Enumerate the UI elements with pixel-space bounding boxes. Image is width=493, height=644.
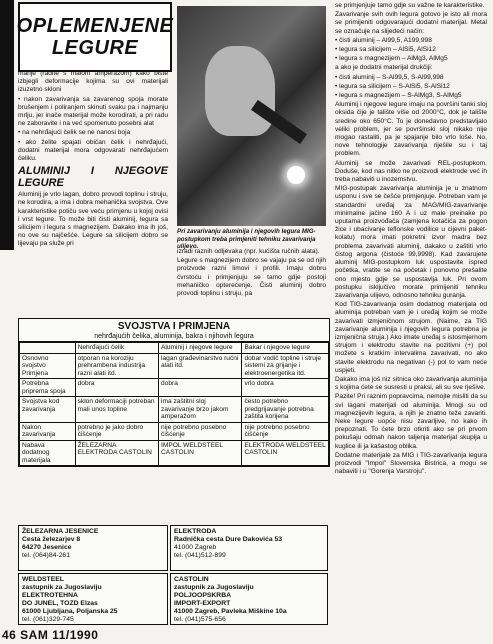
supplier-line: POLJOOPSKRBA <box>174 592 232 599</box>
table-cell: ima zaštitni sloj zavarivanje brzo jakom amperažom <box>159 397 242 423</box>
table-cell: Nabava dodatnog materijala <box>20 440 76 466</box>
photo-caption: Pri zavarivanju aluminija i njegovih legura MIG-postupkom treba primjeniti tehniku zavarivanja ulijevo. <box>177 228 316 250</box>
table-row <box>20 440 329 466</box>
paragraph: izradi raznih odljevaka (npr. kućišta ručnih alata). <box>177 248 320 255</box>
table-cell: sklon deformaciji potreban mali unos topline <box>75 397 158 423</box>
table-cell: ŽELEZARNA ELEKTRODA CASTOLIN <box>75 440 158 466</box>
page-footer: 46 SAM 11/1990 <box>2 628 99 642</box>
paragraph: manje (radite s malom amperažom) kako biste izbjegli deformacije kojima su ovi materijali izuzetno skloni <box>18 70 168 94</box>
paragraph: Aluminij se može zavarivati REL-postupkom. Dodušе, kod nas nitko ne proizvodi elektrode već ih treba nabaviti u inozemstvu. <box>335 159 487 184</box>
table-cell: ELEKTRODA WELDSTEEL CASTOLIN <box>242 440 329 466</box>
table-header-row <box>20 343 329 354</box>
paragraph: Dakako ima još niz sitnica oko zavarivanja aluminija s kojima ćete se susresti u praksi, ali su sve rješive. <box>335 375 487 392</box>
column-2 <box>177 248 326 299</box>
supplier-line: zastupnik za Jugoslaviju <box>22 584 102 591</box>
supplier-line: 61000 Ljubljana, Poljanska 25 <box>22 608 118 615</box>
paragraph: se primjenjuje tamo gdje su važne te karakteristike. <box>335 2 485 9</box>
supplier-line: 64270 Jesenice <box>22 544 72 551</box>
paragraph: • ako želite spajati običan čelik i nehrđajući, dodatni materijal mora odgovarati nehrđajućem čeliku. <box>18 138 168 163</box>
supplier-line: tel. (061)329-745 <box>22 616 74 623</box>
photo-arc-shape <box>287 166 305 184</box>
supplier-line: WELDSTEEL <box>22 576 64 583</box>
column-1 <box>18 70 168 250</box>
supplier-line: Radnička cesta Dure Dakovića 53 <box>174 536 283 543</box>
paragraph: • legura sa silicijem – S-AlSi5, S-AlSi12 <box>335 82 450 90</box>
table-cell: Nehrđajući čelik <box>75 343 158 354</box>
paragraph: • nakon zavarivanja sa zavarenog spoja morate brušenjem i poliranjem skinuti svaku pa i najmanju mrlju, jer inače materijal može korodirati, a pri radu ne zaboravite i na već spomenuto posebni alat <box>18 95 168 128</box>
supplier-line: zastupnik za Jugoslaviju <box>174 584 254 591</box>
supplier-line: 41000 Zagreb <box>174 544 217 551</box>
table-cell: dobar vodič topline i struje sistemi za grijanje i elektroenergetika itd. <box>242 353 329 379</box>
table-cell: IMPOL WELDSTEEL CASTOLIN <box>159 440 242 466</box>
welding-photo <box>177 6 326 226</box>
article-title-box <box>18 2 172 72</box>
supplier-line: ELEKTROTEHNA <box>22 592 78 599</box>
table-cell: Potrebna priprema spoja <box>20 379 76 397</box>
page-edge-strip <box>0 0 14 250</box>
table-row <box>20 397 329 423</box>
section-subheading: ALUMINIJ I NJEGOVE LEGURE <box>18 165 168 190</box>
paragraph: Legure s magnezijem dobro se vajaju pa se od njih proizvode razni limovi i profili. Imaju dobru čvrstoću i primjenjuju se tamo gdje postoji mehaničko opterećenje. Čisti aluminij dobro provodi toplinu i struju, pa <box>177 257 326 298</box>
supplier-line: tel. (041)512-899 <box>174 552 226 559</box>
table-cell: Bakar i njegove legure <box>242 343 329 354</box>
supplier-line: ŽELEZARNA JESENICE <box>22 528 99 535</box>
supplier-line: IMPORT-EXPORT <box>174 600 231 607</box>
paragraph: Kod TIG-zavarivanja osim dodatnog materijala od aluminija potreban vam je i uređaj kojim se može zavarivati izmjeničnom strujom. (Naime, za TIG zavarivanje aluminija i njegovih legura potrebna je izmjenična struja.) Ako imate uređaj s istosmjernom strujom i elektrodu stavite na pozitivni (+) pol možete s kratkim intervalima zavarivati, no ako stavite elektrodu na negativan (-) pol to vam neće uspjeti. <box>335 301 487 374</box>
paragraph: • na nehrđajući čelik se ne nanosi boja <box>18 129 131 137</box>
table-cell: potrebno je jako dobro čišćenje <box>75 422 158 440</box>
paragraph: Dodatne materijale za MIG i TIG-zavarivanja legura proizvodi "Impol" Slovenska Bistrica, a mogu se nabaviti i u "Gorenja Varstroju". <box>335 451 487 476</box>
paragraph: Aluminij je vrlo lagan, dobro provodi toplinu i struju, ne korodira, a ima i dobra mehanička svojstva. Ove karakteristike potiču sve veću primjenu u kojoj ovisi i vrst legure. To može biti čisti aluminij, legura sa silicijem i legura s magnezijem. Dakako ima ih još, no ove su najčešće. Legure sa silicijem dobro se lijevaju pa služe pri <box>18 191 168 248</box>
title-line-1: OPLEMENJENE <box>16 15 174 37</box>
table-cell: otporan na koroziju prehrambena industrija razni alati itd. <box>75 353 158 379</box>
table-title: SVOJSTVA I PRIMJENA <box>117 321 231 332</box>
paragraph: • čisti aluminij – S-Al99,5, S-Al99,998 <box>335 73 444 81</box>
title-line-2: LEGURE <box>51 37 139 59</box>
supplier-line: tel. (064)84-261 <box>22 552 70 559</box>
paragraph: a ako je dodatni materijal drukčiji: <box>335 64 433 72</box>
column-3 <box>335 2 487 477</box>
table-cell: Nakon zavarivanja <box>20 422 76 440</box>
supplier-box-castolin <box>170 573 328 625</box>
supplier-line: tel. (041)575-656 <box>174 616 226 623</box>
paragraph: • čisti aluminij – Al99,5, A199,998 <box>335 36 432 44</box>
supplier-box-zelezarna <box>18 525 168 571</box>
table-cell: dobra <box>75 379 158 397</box>
table-cell: dobra <box>159 379 242 397</box>
paragraph: Aluminij i njegove legure imaju na površini tanki sloj oksida čije je talište više od 2000°C, dok je talište sredine oko 650°C. To je donedavno predstavljalo veliki problem, jer se površinski sloj nikako nije mogao rastaliti, pa je spajanje bilo vrlo loše. No, nove tehnologije zavarivanja riješile su i taj problem. <box>335 101 487 158</box>
supplier-box-elektroda <box>170 525 328 571</box>
table-cell: vrlo dobra <box>242 379 329 397</box>
paragraph: • legura sa silicijem – AlSi5, AlSi12 <box>335 46 436 54</box>
table-row <box>20 422 329 440</box>
supplier-box-weldsteel <box>18 573 168 625</box>
table-cell <box>20 343 76 354</box>
paragraph: • legura s magnezijem – AlMg3, AlMg5 <box>335 55 448 63</box>
photo-hand-shape <box>205 46 275 136</box>
table-cell: često potrebno predgrijavanje potrebna zaštita korijena <box>242 397 329 423</box>
supplier-line: 41000 Zagreb, Pavleka Miškine 10a <box>174 608 287 615</box>
supplier-line: CASTOLIN <box>174 576 209 583</box>
table-cell: Aluminij i njegove legure <box>159 343 242 354</box>
table-cell: nije potrebno posebno čišćenje <box>242 422 329 440</box>
paragraph: MIG-postupak zavarivanja aluminija je u znatnom usponu i sve se češće primjenjuje. Potreban vam je standardni uređaj za MAG/MIG-zavarivanje minimalne jačine 160 A i uz male preinake po uputama proizvođača (zamjena kotačića za pogon žice i ubacivanje teflonske vodilice u cijevni paket-kolatu) mora imati pokretni izvor madra bez problema zavarivati aluminij, dakako u zaštiti vrlo čistog argona (čistoće 99,9998). Kad zavarujete aluminij MIG-postupkom luk uspostavite ispred početka, vratite se na početak i ponovno prešalite ono mjesto gdje se uspostavlja luk. Pri ovom postupku isključivo morate primijeniti tehniku zavarivanja ulijevo, odnosno tehniku guranja. <box>335 185 487 299</box>
table-cell: nije potrebno posebno čišćenje <box>159 422 242 440</box>
table-row <box>20 379 329 397</box>
table-row <box>20 353 329 379</box>
supplier-line: DO JUNEL, TOZD Elzas <box>22 600 98 607</box>
paragraph: Zavarivanje svih ovih legura gotovo je isto ali mora se primijeniti odgovarajući dodatni materijal. Metal se označuje na slijedeći način: <box>335 11 487 35</box>
table-cell: lagan građevinarstvo ručni alati itd. <box>159 353 242 379</box>
table-cell: Osnovno svojstvo Primjena <box>20 353 76 379</box>
properties-table-box <box>18 318 330 467</box>
table-cell: Svojstva kod zavarivanja <box>20 397 76 423</box>
supplier-line: Cesta železarjev 8 <box>22 536 81 543</box>
paragraph: Pazite! Pri raznim popravcima, nemojte misliti da su svi lagani materijali od aluminija. Mnogi su od magnezijevih legura, a njih je znatno teže zavariti. Neke legure uopće nisu zavarljive, no kako ih prepoznati. To ćete brzo otkriti ako se pri prvom pokušaju odmah nakon taljenja materijal skupljа u kuglice ili ja kašastog oblika. <box>335 393 487 450</box>
properties-table <box>19 342 329 466</box>
supplier-line: ELEKTRODA <box>174 528 217 535</box>
paragraph: • legura s magnezijem – S-AlMg3, S-AlMg5 <box>335 92 462 100</box>
table-subtitle: nehrđajućih čelika, aluminija, bakra i njihovih legura <box>19 332 329 342</box>
